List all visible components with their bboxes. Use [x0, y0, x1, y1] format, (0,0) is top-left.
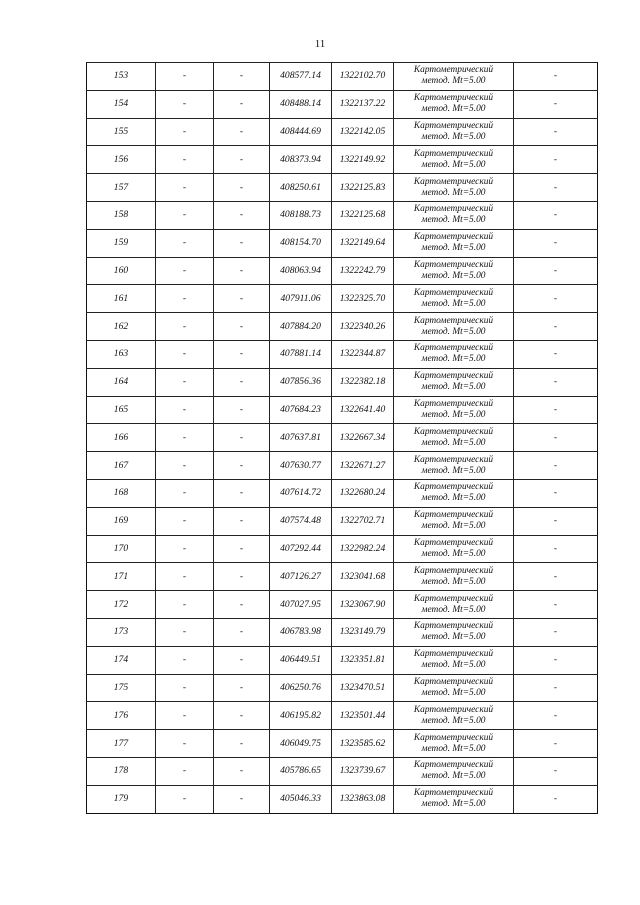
empty-cell-b: -	[214, 563, 270, 591]
method-cell	[394, 229, 514, 257]
x-coordinate-cell: 408577.14	[270, 63, 332, 91]
table-row	[87, 479, 598, 507]
y-coordinate-cell: 1322344.87	[332, 340, 394, 368]
empty-cell-a: -	[156, 702, 214, 730]
y-coordinate-cell: 1323351.81	[332, 646, 394, 674]
x-coordinate-cell: 407126.27	[270, 563, 332, 591]
method-line-2: метод. Мt=5.00	[421, 215, 486, 226]
x-coordinate-cell: 407884.20	[270, 313, 332, 341]
method-cell	[394, 674, 514, 702]
method-cell	[394, 479, 514, 507]
y-coordinate-cell: 1322325.70	[332, 285, 394, 313]
last-cell: -	[514, 674, 598, 702]
last-cell: -	[514, 535, 598, 563]
last-cell: -	[514, 63, 598, 91]
method-cell	[394, 452, 514, 480]
method-cell	[394, 785, 514, 813]
x-coordinate-cell: 406195.82	[270, 702, 332, 730]
method-line-1: Картометрический	[413, 398, 494, 409]
point-number-cell: 166	[87, 424, 156, 452]
method-cell	[394, 313, 514, 341]
method-line-2: метод. Мt=5.00	[421, 771, 486, 782]
y-coordinate-cell: 1323585.62	[332, 730, 394, 758]
empty-cell-a: -	[156, 535, 214, 563]
empty-cell-b: -	[214, 452, 270, 480]
table-row	[87, 507, 598, 535]
empty-cell-b: -	[214, 424, 270, 452]
method-cell	[394, 702, 514, 730]
method-line-2: метод. Мt=5.00	[421, 76, 486, 87]
method-cell	[394, 646, 514, 674]
empty-cell-a: -	[156, 507, 214, 535]
empty-cell-b: -	[214, 118, 270, 146]
y-coordinate-cell: 1323501.44	[332, 702, 394, 730]
point-number-cell: 169	[87, 507, 156, 535]
y-coordinate-cell: 1322667.34	[332, 424, 394, 452]
table-row	[87, 757, 598, 785]
method-line-1: Картометрический	[413, 204, 494, 215]
method-line-2: метод. Мt=5.00	[421, 382, 486, 393]
method-cell	[394, 340, 514, 368]
table-row	[87, 174, 598, 202]
empty-cell-b: -	[214, 674, 270, 702]
method-line-2: метод. Мt=5.00	[421, 243, 486, 254]
method-line-2: метод. Мt=5.00	[421, 409, 486, 420]
point-number-cell: 177	[87, 730, 156, 758]
empty-cell-a: -	[156, 563, 214, 591]
x-coordinate-cell: 407684.23	[270, 396, 332, 424]
y-coordinate-cell: 1322702.71	[332, 507, 394, 535]
method-line-1: Картометрический	[413, 371, 494, 382]
y-coordinate-cell: 1322382.18	[332, 368, 394, 396]
method-cell	[394, 757, 514, 785]
empty-cell-a: -	[156, 90, 214, 118]
empty-cell-b: -	[214, 535, 270, 563]
x-coordinate-cell: 408444.69	[270, 118, 332, 146]
empty-cell-a: -	[156, 757, 214, 785]
y-coordinate-cell: 1322102.70	[332, 63, 394, 91]
method-line-2: метод. Мt=5.00	[421, 715, 486, 726]
y-coordinate-cell: 1322149.92	[332, 146, 394, 174]
x-coordinate-cell: 406449.51	[270, 646, 332, 674]
method-cell	[394, 90, 514, 118]
point-number-cell: 154	[87, 90, 156, 118]
point-number-cell: 167	[87, 452, 156, 480]
last-cell: -	[514, 757, 598, 785]
point-number-cell: 161	[87, 285, 156, 313]
x-coordinate-cell: 405786.65	[270, 757, 332, 785]
x-coordinate-cell: 408488.14	[270, 90, 332, 118]
method-line-1: Картометрический	[413, 176, 494, 187]
x-coordinate-cell: 407856.36	[270, 368, 332, 396]
last-cell: -	[514, 702, 598, 730]
x-coordinate-cell: 406250.76	[270, 674, 332, 702]
method-cell	[394, 424, 514, 452]
method-cell	[394, 535, 514, 563]
point-number-cell: 156	[87, 146, 156, 174]
method-line-1: Картометрический	[413, 482, 494, 493]
table-row	[87, 340, 598, 368]
x-coordinate-cell: 407911.06	[270, 285, 332, 313]
table-row	[87, 618, 598, 646]
empty-cell-b: -	[214, 507, 270, 535]
table-row	[87, 118, 598, 146]
point-number-cell: 164	[87, 368, 156, 396]
y-coordinate-cell: 1322242.79	[332, 257, 394, 285]
empty-cell-a: -	[156, 201, 214, 229]
empty-cell-a: -	[156, 452, 214, 480]
x-coordinate-cell: 406049.75	[270, 730, 332, 758]
table-row	[87, 535, 598, 563]
last-cell: -	[514, 368, 598, 396]
empty-cell-a: -	[156, 730, 214, 758]
method-line-1: Картометрический	[413, 760, 494, 771]
method-line-2: метод. Мt=5.00	[421, 576, 486, 587]
y-coordinate-cell: 1322641.40	[332, 396, 394, 424]
table-row	[87, 285, 598, 313]
x-coordinate-cell: 407574.48	[270, 507, 332, 535]
x-coordinate-cell: 407292.44	[270, 535, 332, 563]
table-row	[87, 63, 598, 91]
x-coordinate-cell: 406783.98	[270, 618, 332, 646]
last-cell: -	[514, 229, 598, 257]
table-row	[87, 313, 598, 341]
table-row	[87, 785, 598, 813]
method-line-2: метод. Мt=5.00	[421, 548, 486, 559]
method-cell	[394, 174, 514, 202]
last-cell: -	[514, 591, 598, 619]
point-number-cell: 172	[87, 591, 156, 619]
empty-cell-a: -	[156, 146, 214, 174]
method-line-1: Картометрический	[413, 704, 494, 715]
y-coordinate-cell: 1323149.79	[332, 618, 394, 646]
point-number-cell: 178	[87, 757, 156, 785]
empty-cell-b: -	[214, 368, 270, 396]
empty-cell-b: -	[214, 63, 270, 91]
table-row	[87, 90, 598, 118]
empty-cell-a: -	[156, 285, 214, 313]
empty-cell-b: -	[214, 174, 270, 202]
point-number-cell: 158	[87, 201, 156, 229]
method-cell	[394, 730, 514, 758]
x-coordinate-cell: 407614.72	[270, 479, 332, 507]
table-row	[87, 368, 598, 396]
method-line-1: Картометрический	[413, 649, 494, 660]
y-coordinate-cell: 1322137.22	[332, 90, 394, 118]
method-line-2: метод. Мt=5.00	[421, 660, 486, 671]
point-number-cell: 157	[87, 174, 156, 202]
method-line-1: Картометрический	[413, 259, 494, 270]
point-number-cell: 153	[87, 63, 156, 91]
method-line-2: метод. Мt=5.00	[421, 159, 486, 170]
empty-cell-b: -	[214, 90, 270, 118]
empty-cell-a: -	[156, 591, 214, 619]
method-cell	[394, 618, 514, 646]
empty-cell-b: -	[214, 757, 270, 785]
point-number-cell: 160	[87, 257, 156, 285]
point-number-cell: 174	[87, 646, 156, 674]
method-line-2: метод. Мt=5.00	[421, 131, 486, 142]
y-coordinate-cell: 1323470.51	[332, 674, 394, 702]
point-number-cell: 171	[87, 563, 156, 591]
table-row	[87, 591, 598, 619]
x-coordinate-cell: 407027.95	[270, 591, 332, 619]
point-number-cell: 163	[87, 340, 156, 368]
table-row	[87, 396, 598, 424]
empty-cell-b: -	[214, 285, 270, 313]
table-body	[87, 63, 598, 814]
method-line-1: Картометрический	[413, 788, 494, 799]
empty-cell-a: -	[156, 368, 214, 396]
method-line-1: Картометрический	[413, 65, 494, 76]
y-coordinate-cell: 1322125.83	[332, 174, 394, 202]
empty-cell-a: -	[156, 479, 214, 507]
method-line-2: метод. Мt=5.00	[421, 354, 486, 365]
method-line-1: Картометрический	[413, 426, 494, 437]
empty-cell-a: -	[156, 118, 214, 146]
last-cell: -	[514, 257, 598, 285]
empty-cell-a: -	[156, 785, 214, 813]
method-line-2: метод. Мt=5.00	[421, 521, 486, 532]
last-cell: -	[514, 507, 598, 535]
table-row	[87, 229, 598, 257]
method-line-1: Картометрический	[413, 676, 494, 687]
empty-cell-a: -	[156, 674, 214, 702]
y-coordinate-cell: 1322671.27	[332, 452, 394, 480]
x-coordinate-cell: 407881.14	[270, 340, 332, 368]
empty-cell-b: -	[214, 201, 270, 229]
empty-cell-b: -	[214, 785, 270, 813]
method-line-1: Картометрический	[413, 120, 494, 131]
empty-cell-b: -	[214, 340, 270, 368]
x-coordinate-cell: 408250.61	[270, 174, 332, 202]
last-cell: -	[514, 563, 598, 591]
method-line-1: Картометрический	[413, 343, 494, 354]
method-line-2: метод. Мt=5.00	[421, 326, 486, 337]
table-row	[87, 146, 598, 174]
last-cell: -	[514, 285, 598, 313]
method-cell	[394, 396, 514, 424]
method-line-2: метод. Мt=5.00	[421, 465, 486, 476]
method-line-1: Картометрический	[413, 287, 494, 298]
y-coordinate-cell: 1323739.67	[332, 757, 394, 785]
last-cell: -	[514, 396, 598, 424]
method-line-1: Картометрический	[413, 565, 494, 576]
empty-cell-b: -	[214, 257, 270, 285]
empty-cell-b: -	[214, 146, 270, 174]
empty-cell-a: -	[156, 618, 214, 646]
method-line-1: Картометрический	[413, 454, 494, 465]
empty-cell-a: -	[156, 424, 214, 452]
y-coordinate-cell: 1322125.68	[332, 201, 394, 229]
x-coordinate-cell: 408154.70	[270, 229, 332, 257]
point-number-cell: 170	[87, 535, 156, 563]
point-number-cell: 175	[87, 674, 156, 702]
last-cell: -	[514, 201, 598, 229]
last-cell: -	[514, 479, 598, 507]
method-cell	[394, 257, 514, 285]
x-coordinate-cell: 408063.94	[270, 257, 332, 285]
point-number-cell: 176	[87, 702, 156, 730]
x-coordinate-cell: 408188.73	[270, 201, 332, 229]
point-number-cell: 179	[87, 785, 156, 813]
method-line-1: Картометрический	[413, 593, 494, 604]
method-cell	[394, 563, 514, 591]
last-cell: -	[514, 174, 598, 202]
empty-cell-b: -	[214, 618, 270, 646]
method-cell	[394, 201, 514, 229]
empty-cell-a: -	[156, 396, 214, 424]
table-row	[87, 563, 598, 591]
point-number-cell: 159	[87, 229, 156, 257]
method-line-1: Картометрический	[413, 232, 494, 243]
last-cell: -	[514, 90, 598, 118]
method-line-2: метод. Мt=5.00	[421, 187, 486, 198]
empty-cell-b: -	[214, 646, 270, 674]
empty-cell-a: -	[156, 340, 214, 368]
empty-cell-a: -	[156, 313, 214, 341]
table-row	[87, 646, 598, 674]
empty-cell-b: -	[214, 479, 270, 507]
method-cell	[394, 591, 514, 619]
method-cell	[394, 146, 514, 174]
y-coordinate-cell: 1323067.90	[332, 591, 394, 619]
page-number: 11	[314, 38, 326, 50]
method-line-2: метод. Мt=5.00	[421, 799, 486, 810]
point-number-cell: 165	[87, 396, 156, 424]
method-cell	[394, 507, 514, 535]
empty-cell-b: -	[214, 730, 270, 758]
table-row	[87, 702, 598, 730]
method-cell	[394, 118, 514, 146]
last-cell: -	[514, 313, 598, 341]
method-line-2: метод. Мt=5.00	[421, 604, 486, 615]
y-coordinate-cell: 1322680.24	[332, 479, 394, 507]
x-coordinate-cell: 408373.94	[270, 146, 332, 174]
last-cell: -	[514, 118, 598, 146]
x-coordinate-cell: 407637.81	[270, 424, 332, 452]
method-line-1: Картометрический	[413, 510, 494, 521]
empty-cell-b: -	[214, 702, 270, 730]
method-line-1: Картометрический	[413, 148, 494, 159]
method-cell	[394, 285, 514, 313]
last-cell: -	[514, 785, 598, 813]
empty-cell-a: -	[156, 646, 214, 674]
y-coordinate-cell: 1322149.64	[332, 229, 394, 257]
method-line-2: метод. Мt=5.00	[421, 743, 486, 754]
empty-cell-a: -	[156, 229, 214, 257]
method-line-2: метод. Мt=5.00	[421, 298, 486, 309]
method-line-2: метод. Мt=5.00	[421, 104, 486, 115]
last-cell: -	[514, 618, 598, 646]
last-cell: -	[514, 146, 598, 174]
table-row	[87, 424, 598, 452]
empty-cell-a: -	[156, 174, 214, 202]
last-cell: -	[514, 646, 598, 674]
table-row	[87, 201, 598, 229]
table-row	[87, 730, 598, 758]
table-row	[87, 674, 598, 702]
last-cell: -	[514, 424, 598, 452]
y-coordinate-cell: 1322340.26	[332, 313, 394, 341]
method-line-1: Картометрический	[413, 315, 494, 326]
method-line-1: Картометрический	[413, 732, 494, 743]
empty-cell-a: -	[156, 63, 214, 91]
point-number-cell: 173	[87, 618, 156, 646]
method-line-2: метод. Мt=5.00	[421, 493, 486, 504]
last-cell: -	[514, 730, 598, 758]
method-line-2: метод. Мt=5.00	[421, 270, 486, 281]
method-line-2: метод. Мt=5.00	[421, 632, 486, 643]
method-line-2: метод. Мt=5.00	[421, 687, 486, 698]
method-line-1: Картометрический	[413, 621, 494, 632]
x-coordinate-cell: 405046.33	[270, 785, 332, 813]
method-line-1: Картометрический	[413, 537, 494, 548]
coordinates-table	[86, 62, 598, 814]
table-row	[87, 452, 598, 480]
method-line-1: Картометрический	[413, 93, 494, 104]
table-row	[87, 257, 598, 285]
last-cell: -	[514, 340, 598, 368]
method-cell	[394, 63, 514, 91]
empty-cell-b: -	[214, 396, 270, 424]
empty-cell-b: -	[214, 229, 270, 257]
last-cell: -	[514, 452, 598, 480]
point-number-cell: 162	[87, 313, 156, 341]
method-cell	[394, 368, 514, 396]
x-coordinate-cell: 407630.77	[270, 452, 332, 480]
empty-cell-b: -	[214, 591, 270, 619]
method-line-2: метод. Мt=5.00	[421, 437, 486, 448]
point-number-cell: 155	[87, 118, 156, 146]
y-coordinate-cell: 1323041.68	[332, 563, 394, 591]
point-number-cell: 168	[87, 479, 156, 507]
y-coordinate-cell: 1322142.05	[332, 118, 394, 146]
empty-cell-a: -	[156, 257, 214, 285]
y-coordinate-cell: 1322982.24	[332, 535, 394, 563]
empty-cell-b: -	[214, 313, 270, 341]
y-coordinate-cell: 1323863.08	[332, 785, 394, 813]
